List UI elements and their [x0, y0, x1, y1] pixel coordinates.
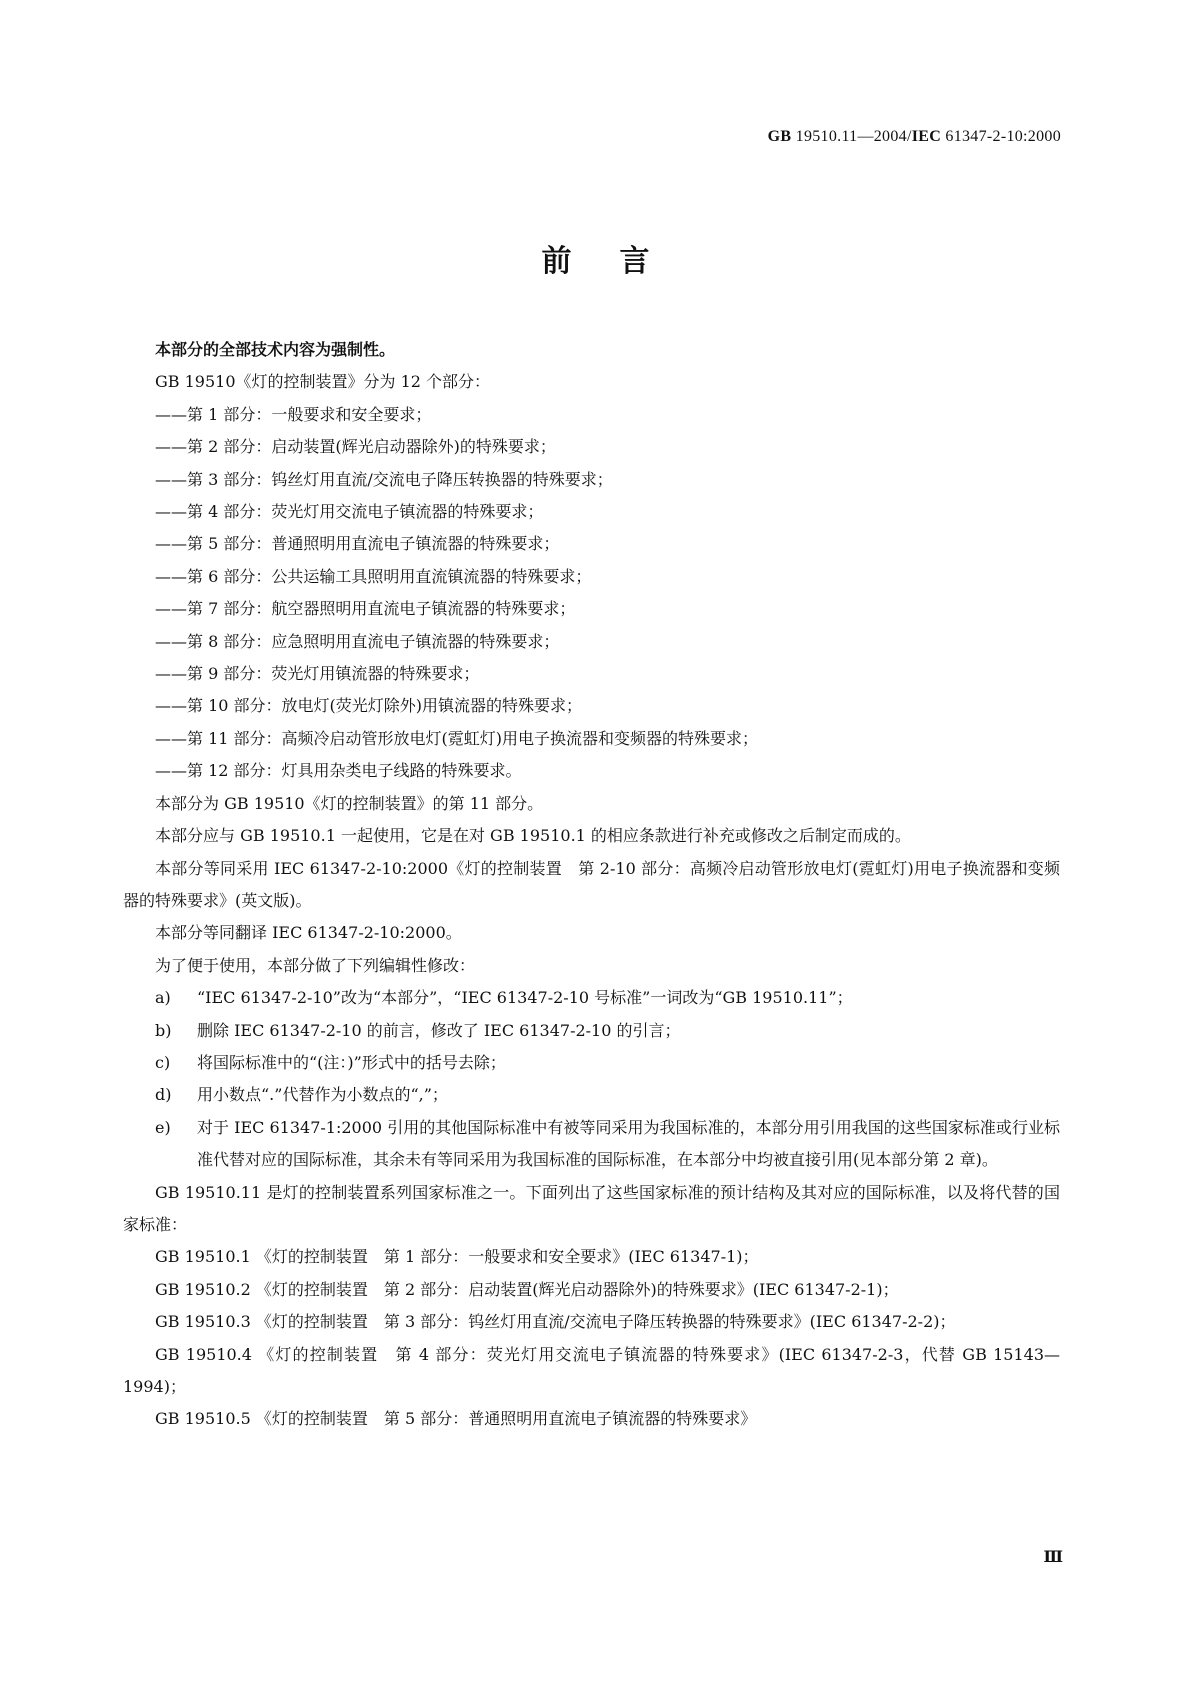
- part-item: ——第 10 部分：放电灯(荧光灯除外)用镇流器的特殊要求；: [155, 696, 583, 716]
- list-marker: e): [155, 1117, 171, 1137]
- list-text: “IEC 61347-2-10”改为“本部分”，“IEC 61347-2-10 号标准”一词改为“GB 19510.11”；: [197, 988, 853, 1008]
- header-iec: IEC: [911, 128, 942, 145]
- part-item: ——第 11 部分：高频冷启动管形放电灯(霓虹灯)用电子换流器和变频器的特殊要求；: [155, 728, 759, 748]
- part-item: ——第 2 部分：启动装置(辉光启动器除外)的特殊要求；: [155, 437, 556, 457]
- header-iec-number: 61347-2-10:2000: [945, 128, 1061, 145]
- list-item: [123, 1112, 1060, 1177]
- list-text: 对于 IEC 61347-1:2000 引用的其他国际标准中有被等同采用为我国标准的，本部分用引用我国的这些国家标准或行业标准代替对应的国际标准，其余未有等同采用为我国标准的国际标准，在本部分中均被直接引用(见本部分第 2 章)。: [197, 1117, 1060, 1170]
- part-item: ——第 4 部分：荧光灯用交流电子镇流器的特殊要求；: [155, 502, 544, 522]
- part-item: ——第 3 部分：钨丝灯用直流/交流电子降压转换器的特殊要求；: [155, 469, 613, 489]
- parts-intro: GB 19510《灯的控制装置》分为 12 个部分：: [155, 372, 491, 392]
- list-text: 删除 IEC 61347-2-10 的前言，修改了 IEC 61347-2-10 的引言；: [197, 1020, 681, 1040]
- page-number: Ⅲ: [1043, 1549, 1063, 1566]
- usage-statement: 本部分应与 GB 19510.1 一起使用，它是在对 GB 19510.1 的相应条款进行补充或修改之后制定而成的。: [155, 826, 911, 846]
- list-item: [123, 982, 1060, 1014]
- list-text: 将国际标准中的“(注：)”形式中的括号去除；: [197, 1052, 506, 1072]
- mandatory-statement: 本部分的全部技术内容为强制性。: [155, 340, 396, 359]
- list-marker: d): [155, 1085, 172, 1105]
- list-item: [123, 1047, 1060, 1079]
- document-header: [768, 128, 1061, 146]
- list-marker: a): [155, 988, 171, 1008]
- list-item: [123, 1015, 1060, 1047]
- list-marker: b): [155, 1020, 172, 1040]
- part-item: ——第 6 部分：公共运输工具照明用直流镇流器的特殊要求；: [155, 566, 592, 586]
- list-text: 用小数点“.”代替作为小数点的“,”；: [197, 1085, 448, 1105]
- header-number: 19510.11—2004/: [795, 128, 912, 145]
- part-item: ——第 8 部分：应急照明用直流电子镇流器的特殊要求；: [155, 631, 560, 651]
- page-title: 前言: [541, 244, 698, 279]
- part11-statement: 本部分为 GB 19510《灯的控制装置》的第 11 部分。: [155, 793, 544, 813]
- foreword-body: [123, 334, 1060, 1436]
- standard-reference: GB 19510.2 《灯的控制装置 第 2 部分：启动装置(辉光启动器除外)的特殊要求》(IEC 61347-2-1)；: [155, 1279, 899, 1299]
- adoption-statement: 本部分等同采用 IEC 61347-2-10:2000《灯的控制装置 第 2-10 部分：高频冷启动管形放电灯(霓虹灯)用电子换流器和变频器的特殊要求》(英文版)。: [123, 858, 1060, 910]
- series-statement: GB 19510.11 是灯的控制装置系列国家标准之一。下面列出了这些国家标准的预计结构及其对应的国际标准，以及将代替的国家标准：: [123, 1182, 1060, 1234]
- part-item: ——第 1 部分：一般要求和安全要求；: [155, 404, 432, 424]
- list-marker: c): [155, 1052, 171, 1072]
- standard-reference: GB 19510.5 《灯的控制装置 第 5 部分：普通照明用直流电子镇流器的特殊要求》: [155, 1409, 757, 1429]
- standard-reference: GB 19510.4 《灯的控制装置 第 4 部分：荧光灯用交流电子镇流器的特殊要求》(IEC 61347-2-3，代替 GB 15143—1994)；: [123, 1344, 1060, 1396]
- part-item: ——第 7 部分：航空器照明用直流电子镇流器的特殊要求；: [155, 599, 576, 619]
- translation-statement: 本部分等同翻译 IEC 61347-2-10:2000。: [155, 923, 462, 943]
- standard-reference: GB 19510.1 《灯的控制装置 第 1 部分：一般要求和安全要求》(IEC 61347-1)；: [155, 1247, 759, 1267]
- part-item: ——第 12 部分：灯具用杂类电子线路的特殊要求。: [155, 761, 522, 781]
- editorial-list: [123, 982, 1060, 1176]
- header-gb: GB: [767, 128, 792, 145]
- list-item: [123, 1079, 1060, 1111]
- editorial-intro: 为了便于使用，本部分做了下列编辑性修改：: [155, 955, 476, 975]
- part-item: ——第 5 部分：普通照明用直流电子镇流器的特殊要求；: [155, 534, 560, 554]
- standard-reference: GB 19510.3 《灯的控制装置 第 3 部分：钨丝灯用直流/交流电子降压转换器的特殊要求》(IEC 61347-2-2)；: [155, 1312, 956, 1332]
- part-item: ——第 9 部分：荧光灯用镇流器的特殊要求；: [155, 664, 480, 684]
